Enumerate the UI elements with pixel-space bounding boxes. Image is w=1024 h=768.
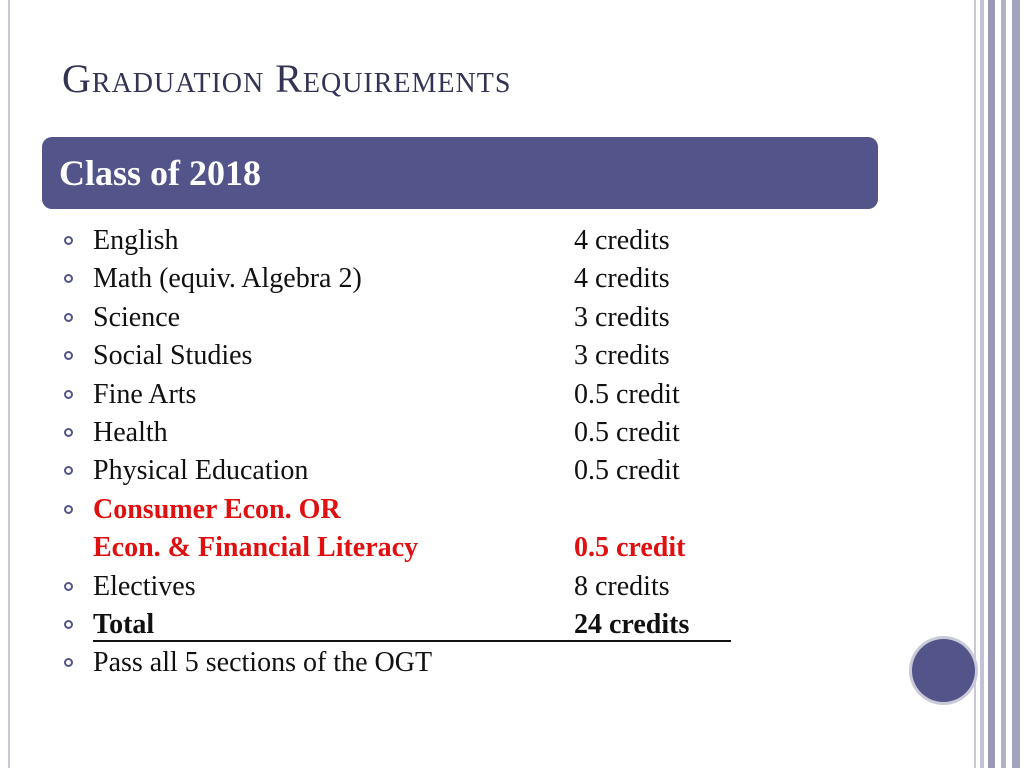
list-item-electives: [62, 568, 822, 606]
list-item-financial-literacy: [62, 529, 822, 567]
requirements-list: [62, 222, 822, 683]
bullet-icon: [64, 428, 73, 437]
item-value: 4 credits: [574, 263, 670, 295]
list-item-total: [62, 606, 822, 644]
bullet-icon: [64, 351, 73, 360]
bullet-icon: [64, 505, 73, 514]
stripe: [1001, 0, 1006, 768]
item-label: Total: [93, 608, 155, 640]
decorative-circle: [912, 639, 975, 702]
item-value: 0.5 credit: [574, 416, 680, 448]
list-item-physical-education: [62, 452, 822, 490]
decorative-side-stripes: [976, 0, 1024, 768]
list-item-science: [62, 299, 822, 337]
item-label: Physical Education: [93, 455, 309, 487]
item-label: Science: [93, 301, 181, 333]
item-value: 8 credits: [574, 570, 670, 602]
list-item-consumer-econ: [62, 491, 822, 529]
stripe: [1012, 0, 1020, 768]
bullet-icon: [64, 620, 73, 629]
stripe: [988, 0, 995, 768]
item-value: 3 credits: [574, 340, 670, 372]
list-item-health: [62, 414, 822, 452]
header-bar: [42, 137, 878, 209]
item-value: 0.5 credit: [574, 532, 686, 564]
header-bar-label: Class of 2018: [59, 153, 262, 193]
item-label: Health: [93, 416, 168, 448]
item-label: Electives: [93, 570, 196, 602]
item-value: 3 credits: [574, 301, 670, 333]
list-item-english: [62, 222, 822, 260]
item-value: 4 credits: [574, 225, 670, 256]
item-value: 0.5 credit: [574, 378, 680, 410]
bullet-icon: [64, 274, 73, 283]
bullet-icon: [64, 236, 73, 245]
list-item-social-studies: [62, 337, 822, 375]
bullet-icon: [64, 582, 73, 591]
bullet-icon: [64, 313, 73, 322]
list-item-math: [62, 260, 822, 298]
item-label: English: [93, 225, 179, 256]
list-item-ogt: [62, 644, 822, 682]
slide-title: Graduation Requirements: [62, 56, 512, 101]
bullet-icon: [64, 658, 73, 667]
item-label: Econ. & Financial Literacy: [93, 532, 419, 564]
item-label: Fine Arts: [93, 378, 197, 410]
list-item-fine-arts: [62, 376, 822, 414]
item-label: Math (equiv. Algebra 2): [93, 263, 362, 295]
item-value: 24 credits: [574, 608, 690, 640]
item-label: Consumer Econ. OR: [93, 493, 341, 525]
bullet-icon: [64, 390, 73, 399]
bullet-icon: [64, 466, 73, 475]
item-label: Pass all 5 sections of the OGT: [93, 647, 433, 679]
item-value: 0.5 credit: [574, 455, 680, 487]
item-label: Social Studies: [93, 340, 253, 372]
total-underline: [93, 640, 731, 642]
stripe: [980, 0, 984, 768]
